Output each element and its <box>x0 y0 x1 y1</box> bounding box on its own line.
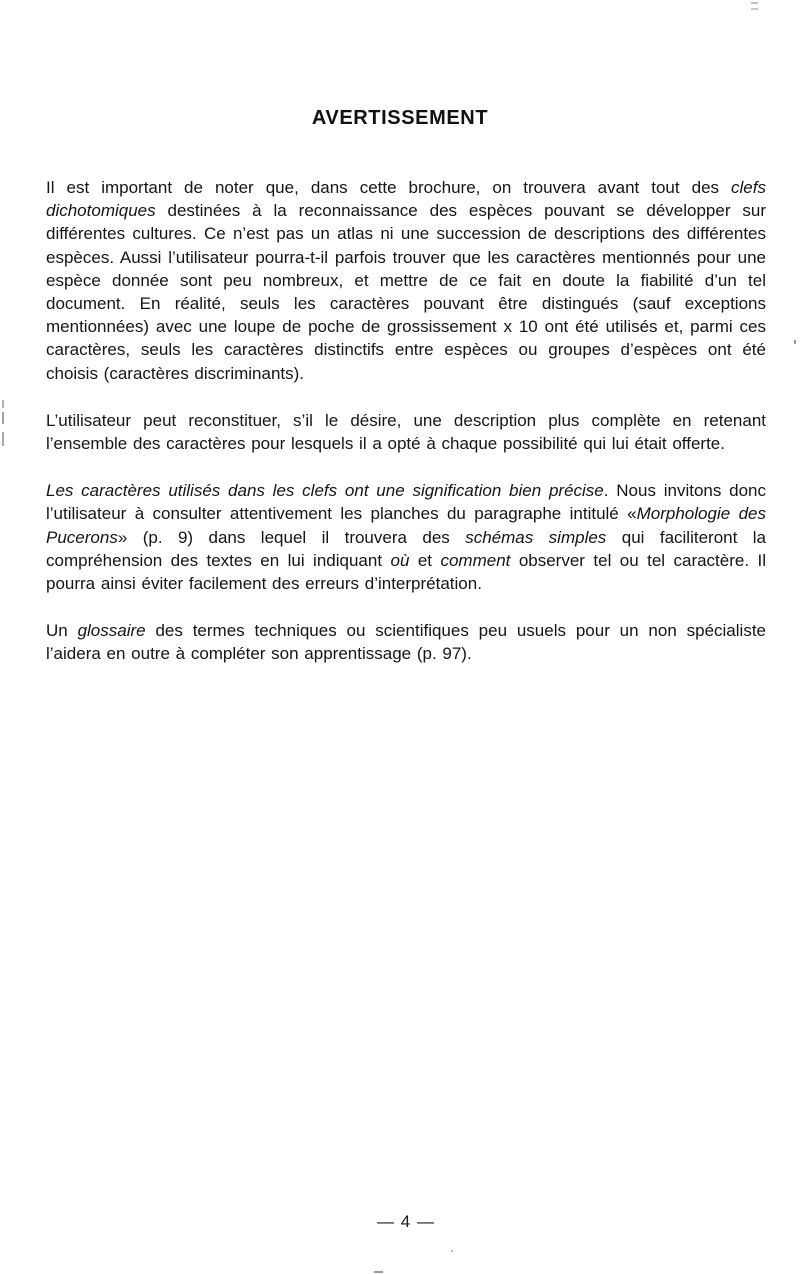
scan-artifact <box>751 8 758 10</box>
paragraph-3: Les caractères utilisés dans les clefs ont une signification bien précise. Nous invitons donc l’utilisateur à consulter attentivement les planches du paragraphe intitulé «Morphologie des Pucerons» (p. 9) dans lequel il trouvera des schémas simples qui faciliteront la compréhension des textes en lui indiquant où et comment observer tel ou tel caractère. Il pourra ainsi éviter facilement des erreurs d’interprétation. <box>46 481 767 594</box>
scan-artifact <box>451 1250 453 1252</box>
scan-artifact <box>2 432 4 446</box>
paragraph-4: Un glossaire des termes techniques ou scientifiques peu usuels pour un non spécialiste l’aidera en outre à compléter son apprentissage (p. 97). <box>46 621 766 664</box>
page-number: — 4 — <box>377 1212 435 1231</box>
paragraph-2: L’utilisateur peut reconstituer, s’il le désire, une description plus complète en retenant l’ensemble des caractères pour lesquels il a opté à chaque possibilité qui lui était offerte. <box>46 410 766 454</box>
scan-artifact <box>794 340 796 344</box>
paragraph-1: Il est important de noter que, dans cette brochure, on trouvera avant tout des clefs dichotomiques destinées à la reconnaissance des espèces pouvant se développer sur différentes cultures. Ce n’est pas un atlas ni une succession de descriptions des différentes espèces. Aussi l’utilisateur pourra-t-il parfois trouver que les caractères mentionnés pour une espèce donnée sont peu nombreux, et mettre de ce fait en doute la fiabilité d’un tel document. En réalité, seuls les caractères pouvant être distingués (sauf exceptions mentionnées) avec une loupe de poche de grossissement x 10 ont été utilisés et, parmi ces caractères, seuls les caractères distinctifs entre espèces ou groupes d’espèces ont été choisis (caractères discriminants). <box>46 178 766 383</box>
scan-artifact <box>751 2 758 4</box>
scan-artifact <box>374 1271 383 1273</box>
page-title: AVERTISSEMENT <box>311 107 489 129</box>
body-text <box>46 176 766 690</box>
scan-artifact <box>2 400 4 408</box>
scan-artifact <box>2 412 4 424</box>
